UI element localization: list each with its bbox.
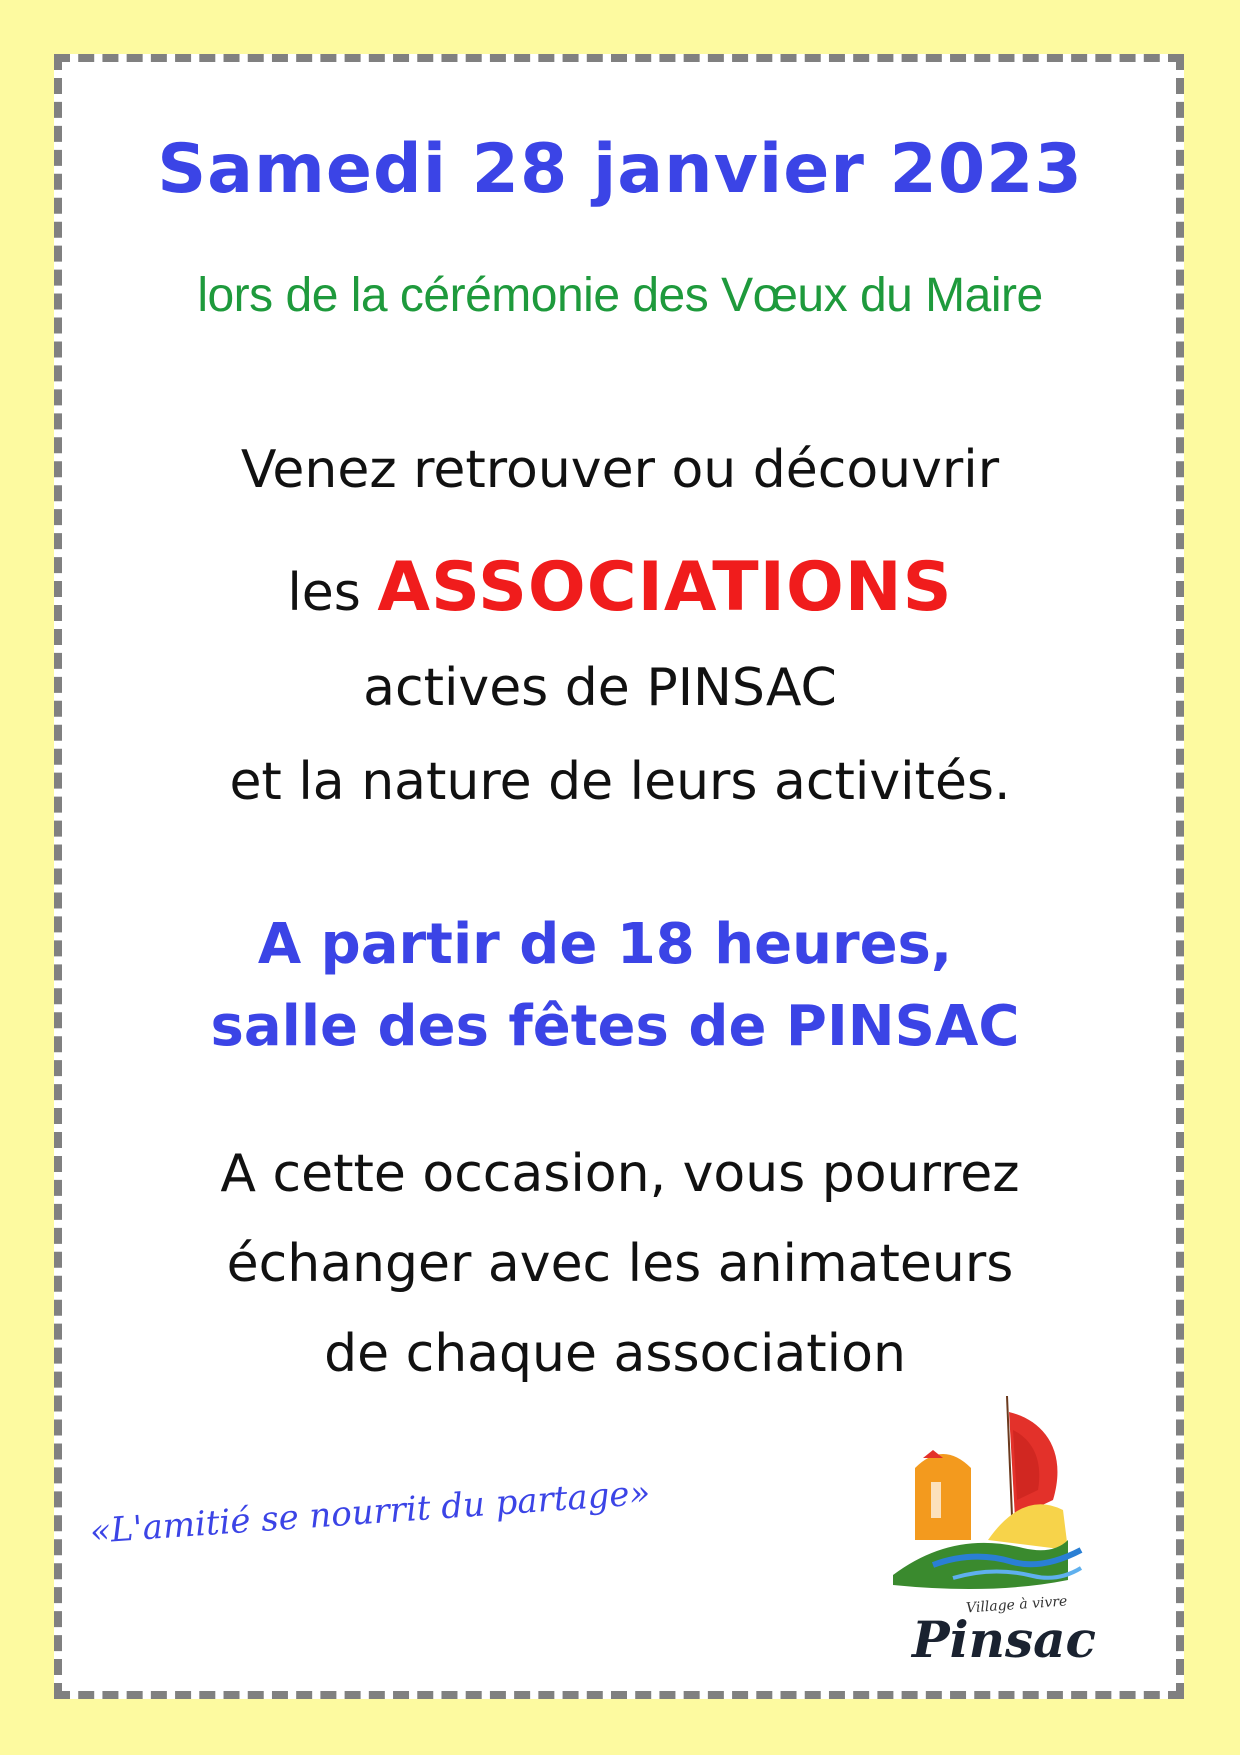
event-date: Samedi 28 janvier 2023 xyxy=(157,130,1083,209)
pinsac-logo-icon xyxy=(893,1390,1083,1620)
occasion-line-2: échanger avec les animateurs xyxy=(226,1234,1014,1294)
intro-line-1: Venez retrouver ou découvrir xyxy=(240,440,1000,500)
motto-text: «L'amitié se nourrit du partage» xyxy=(88,1472,652,1552)
intro-line-4: et la nature de leurs activités. xyxy=(229,752,1011,812)
occasion-line-1: A cette occasion, vous pourrez xyxy=(220,1144,1020,1204)
time-line-2: salle des fêtes de PINSAC xyxy=(210,994,1020,1059)
event-subtitle: lors de la cérémonie des Vœux du Maire xyxy=(197,269,1043,322)
occasion-line-3: de chaque association xyxy=(324,1324,906,1384)
logo-tagline: Village à vivre xyxy=(965,1593,1068,1617)
logo-name: Pinsac xyxy=(912,1610,1096,1669)
time-line-1: A partir de 18 heures, xyxy=(257,912,953,977)
intro-line-3: actives de PINSAC xyxy=(363,658,837,718)
intro-line-2 xyxy=(0,548,1240,627)
intro-line-2-prefix: les xyxy=(287,563,361,623)
associations-highlight: ASSOCIATIONS xyxy=(377,548,953,627)
